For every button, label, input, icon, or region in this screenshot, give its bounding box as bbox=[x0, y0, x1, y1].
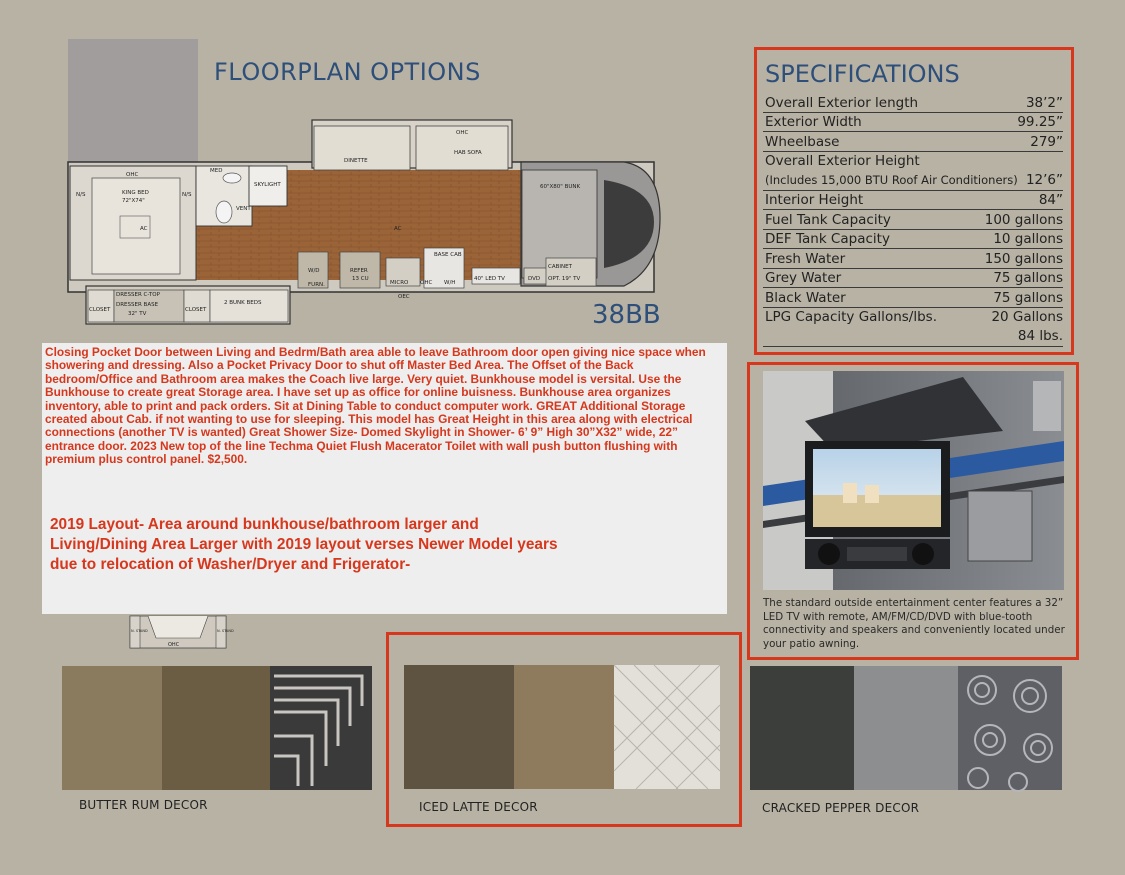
spec-row bbox=[763, 132, 1063, 152]
fp-label-micro: MICRO bbox=[390, 280, 409, 286]
fp-label-skylight: SKYLIGHT bbox=[254, 182, 281, 188]
specifications-box bbox=[754, 47, 1074, 355]
spec-row bbox=[763, 230, 1063, 250]
spec-label: Exterior Width bbox=[765, 114, 862, 130]
spec-row bbox=[763, 93, 1063, 113]
fp-label-ac: AC bbox=[140, 226, 148, 232]
spec-value: 150 gallons bbox=[984, 250, 1063, 267]
floorplan-title: FLOORPLAN OPTIONS bbox=[214, 58, 481, 86]
fp-label-oec: OEC bbox=[398, 294, 410, 300]
fp-label-ohc-rear: OHC bbox=[456, 130, 469, 136]
cracked-pepper-leather-1 bbox=[750, 666, 854, 790]
butter-rum-leather-1 bbox=[62, 666, 162, 790]
model-number: 38BB bbox=[592, 300, 661, 330]
fp-label-refer: REFER bbox=[350, 268, 368, 274]
fp-label-dresser-top: DRESSER C-TOP bbox=[116, 292, 160, 298]
cracked-pepper-fabric bbox=[958, 666, 1062, 790]
entertainment-box bbox=[747, 362, 1079, 660]
butter-rum-label: BUTTER RUM DECOR bbox=[79, 798, 208, 812]
spec-row bbox=[763, 210, 1063, 230]
notes-box bbox=[42, 343, 727, 614]
butter-rum-leather-2 bbox=[162, 666, 270, 790]
cracked-pepper-leather-2 bbox=[854, 666, 958, 790]
fp-label-closet1: CLOSET bbox=[89, 307, 111, 313]
fp-label-wh: W/H bbox=[444, 280, 456, 286]
spec-value: 99.25” bbox=[1017, 114, 1063, 130]
spec-label: LPG Capacity Gallons/lbs. bbox=[765, 308, 937, 325]
spec-row bbox=[763, 249, 1063, 269]
spec-label: Overall Exterior Height bbox=[765, 152, 920, 169]
fp-label-wd: W/D bbox=[308, 268, 320, 274]
fp-label-ac2: AC bbox=[394, 226, 402, 232]
spec-value: 100 gallons bbox=[984, 211, 1063, 228]
floorplan-fragment bbox=[128, 612, 234, 652]
fp-label-refer-size: 13 CU bbox=[352, 276, 369, 282]
spec-label: Fresh Water bbox=[765, 250, 846, 267]
fp-label-cabinet: CABINET bbox=[548, 264, 572, 270]
fp-label-king-size: 72"X74" bbox=[122, 198, 145, 204]
spec-label: Fuel Tank Capacity bbox=[765, 211, 891, 228]
floorplan-diagram bbox=[64, 118, 664, 328]
fp-label-dresser-base: DRESSER BASE bbox=[116, 302, 159, 308]
fp-label-hab-sofa: HAB SOFA bbox=[454, 150, 482, 156]
iced-latte-label: ICED LATTE DECOR bbox=[419, 800, 538, 814]
spec-value: 84 lbs. bbox=[1017, 327, 1063, 344]
spec-value: 84” bbox=[1038, 192, 1063, 208]
fp-label-ns1: N/S bbox=[76, 192, 86, 198]
fp-label-bunk-beds: 2 BUNK BEDS bbox=[224, 300, 262, 306]
spec-label: Overall Exterior length bbox=[765, 94, 919, 111]
fp-label-closet2: CLOSET bbox=[185, 307, 207, 313]
spec-value: 75 gallons bbox=[993, 289, 1063, 306]
spec-value: 10 gallons bbox=[993, 231, 1063, 247]
fp-label-ohc: OHC bbox=[126, 172, 139, 178]
fp-label-ns2: N/S bbox=[182, 192, 192, 198]
spec-row bbox=[763, 113, 1063, 133]
spec-value: 20 Gallons bbox=[991, 308, 1063, 325]
iced-latte-leather-1 bbox=[404, 665, 514, 789]
fp-label-opt-tv: OPT. 19" TV bbox=[548, 276, 581, 282]
fp-label-dinette: DINETTE bbox=[344, 158, 368, 164]
spec-label: Grey Water bbox=[765, 270, 842, 286]
butter-rum-swatch bbox=[62, 666, 372, 790]
fp2-label-ohc: OHC bbox=[168, 642, 180, 648]
spec-value: 38’2” bbox=[1025, 94, 1063, 111]
fp-label-vent: VENT bbox=[236, 206, 251, 212]
spec-label: DEF Tank Capacity bbox=[765, 231, 890, 247]
spec-label: Wheelbase bbox=[765, 133, 840, 150]
fp-label-led: 40" LED TV bbox=[474, 276, 505, 282]
butter-rum-fabric bbox=[270, 666, 372, 790]
fp-label-dvd: DVD bbox=[528, 276, 541, 282]
fp-label-furn: FURN. bbox=[308, 282, 325, 288]
fp-label-tv32: 32" TV bbox=[128, 311, 147, 317]
fp-label-ohc-k: OHC bbox=[420, 280, 433, 286]
spec-row bbox=[763, 191, 1063, 211]
iced-latte-leather-2 bbox=[514, 665, 614, 789]
spec-note: (Includes 15,000 BTU Roof Air Conditioners) bbox=[765, 172, 1018, 187]
spec-row bbox=[763, 288, 1063, 308]
spec-row bbox=[763, 269, 1063, 289]
notes-layout: 2019 Layout- Area around bunkhouse/bathroom larger and Living/Dining Area Larger with 2019 layout verses Newer Model years due to relocation of Washer/Dryer and Frigerator- bbox=[50, 516, 558, 573]
iced-latte-swatch bbox=[404, 665, 720, 789]
fp2-label-nstand1: N. STAND bbox=[131, 629, 148, 633]
iced-latte-fabric bbox=[614, 665, 720, 789]
fp-label-med: MED bbox=[210, 168, 223, 174]
spec-label: Black Water bbox=[765, 289, 846, 306]
spec-row-height bbox=[763, 152, 1063, 191]
entertainment-photo bbox=[763, 371, 1064, 590]
notes-paragraph: Closing Pocket Door between Living and Bedrm/Bath area able to leave Bathroom door open giving nice space when showering and dressing. Also a Pocket Privacy Door to shut off Master Bed Area. The Offset of the Back bedroom/Office and Bathroom area makes the Coach live large. Very quiet. Bunkhouse model is versital. Use the Bunkhouse to create great Storage area. I have set up as office for online buisness. Bunkhouse area organizes inventory, able to print and pack orders. Sit at Dining Table to conduct computer work. GREAT Additional Storage created about Cab. if not wanting to use for sleeping. This model has Great Height in this area along with electrical connections (another TV is wanted) Great Shower Size- Domed Skylight in Shower- 6’ 9” High 30”X32” wide, 22” entrance door. 2023 New top of the line Techma Quiet Flush Macerator Toilet with wall push button flushing with premium plus control panel. $2,500. bbox=[45, 345, 706, 467]
fp-label-base-cab: BASE CAB bbox=[434, 252, 462, 258]
spec-value: 279” bbox=[1030, 133, 1063, 150]
fp-label-king-bed: KING BED bbox=[122, 190, 149, 196]
entertainment-caption: The standard outside entertainment center features a 32” LED TV with remote, AM/FM/CD/DVD with blue-tooth connectivity and speakers and conveniently located under your patio awning. bbox=[763, 597, 1065, 650]
cracked-pepper-swatch bbox=[750, 666, 1062, 790]
specifications-title: SPECIFICATIONS bbox=[765, 60, 960, 88]
spec-value: 75 gallons bbox=[993, 270, 1063, 286]
cracked-pepper-label: CRACKED PEPPER DECOR bbox=[762, 801, 920, 815]
fp2-label-nstand2: N. STAND bbox=[217, 629, 234, 633]
specifications-list bbox=[763, 93, 1063, 347]
spec-label: Interior Height bbox=[765, 192, 864, 208]
fp-label-bunk: 60"X80" BUNK bbox=[540, 184, 581, 190]
spec-value: 12’6” bbox=[1025, 171, 1063, 188]
spec-row-lpg bbox=[763, 308, 1063, 347]
